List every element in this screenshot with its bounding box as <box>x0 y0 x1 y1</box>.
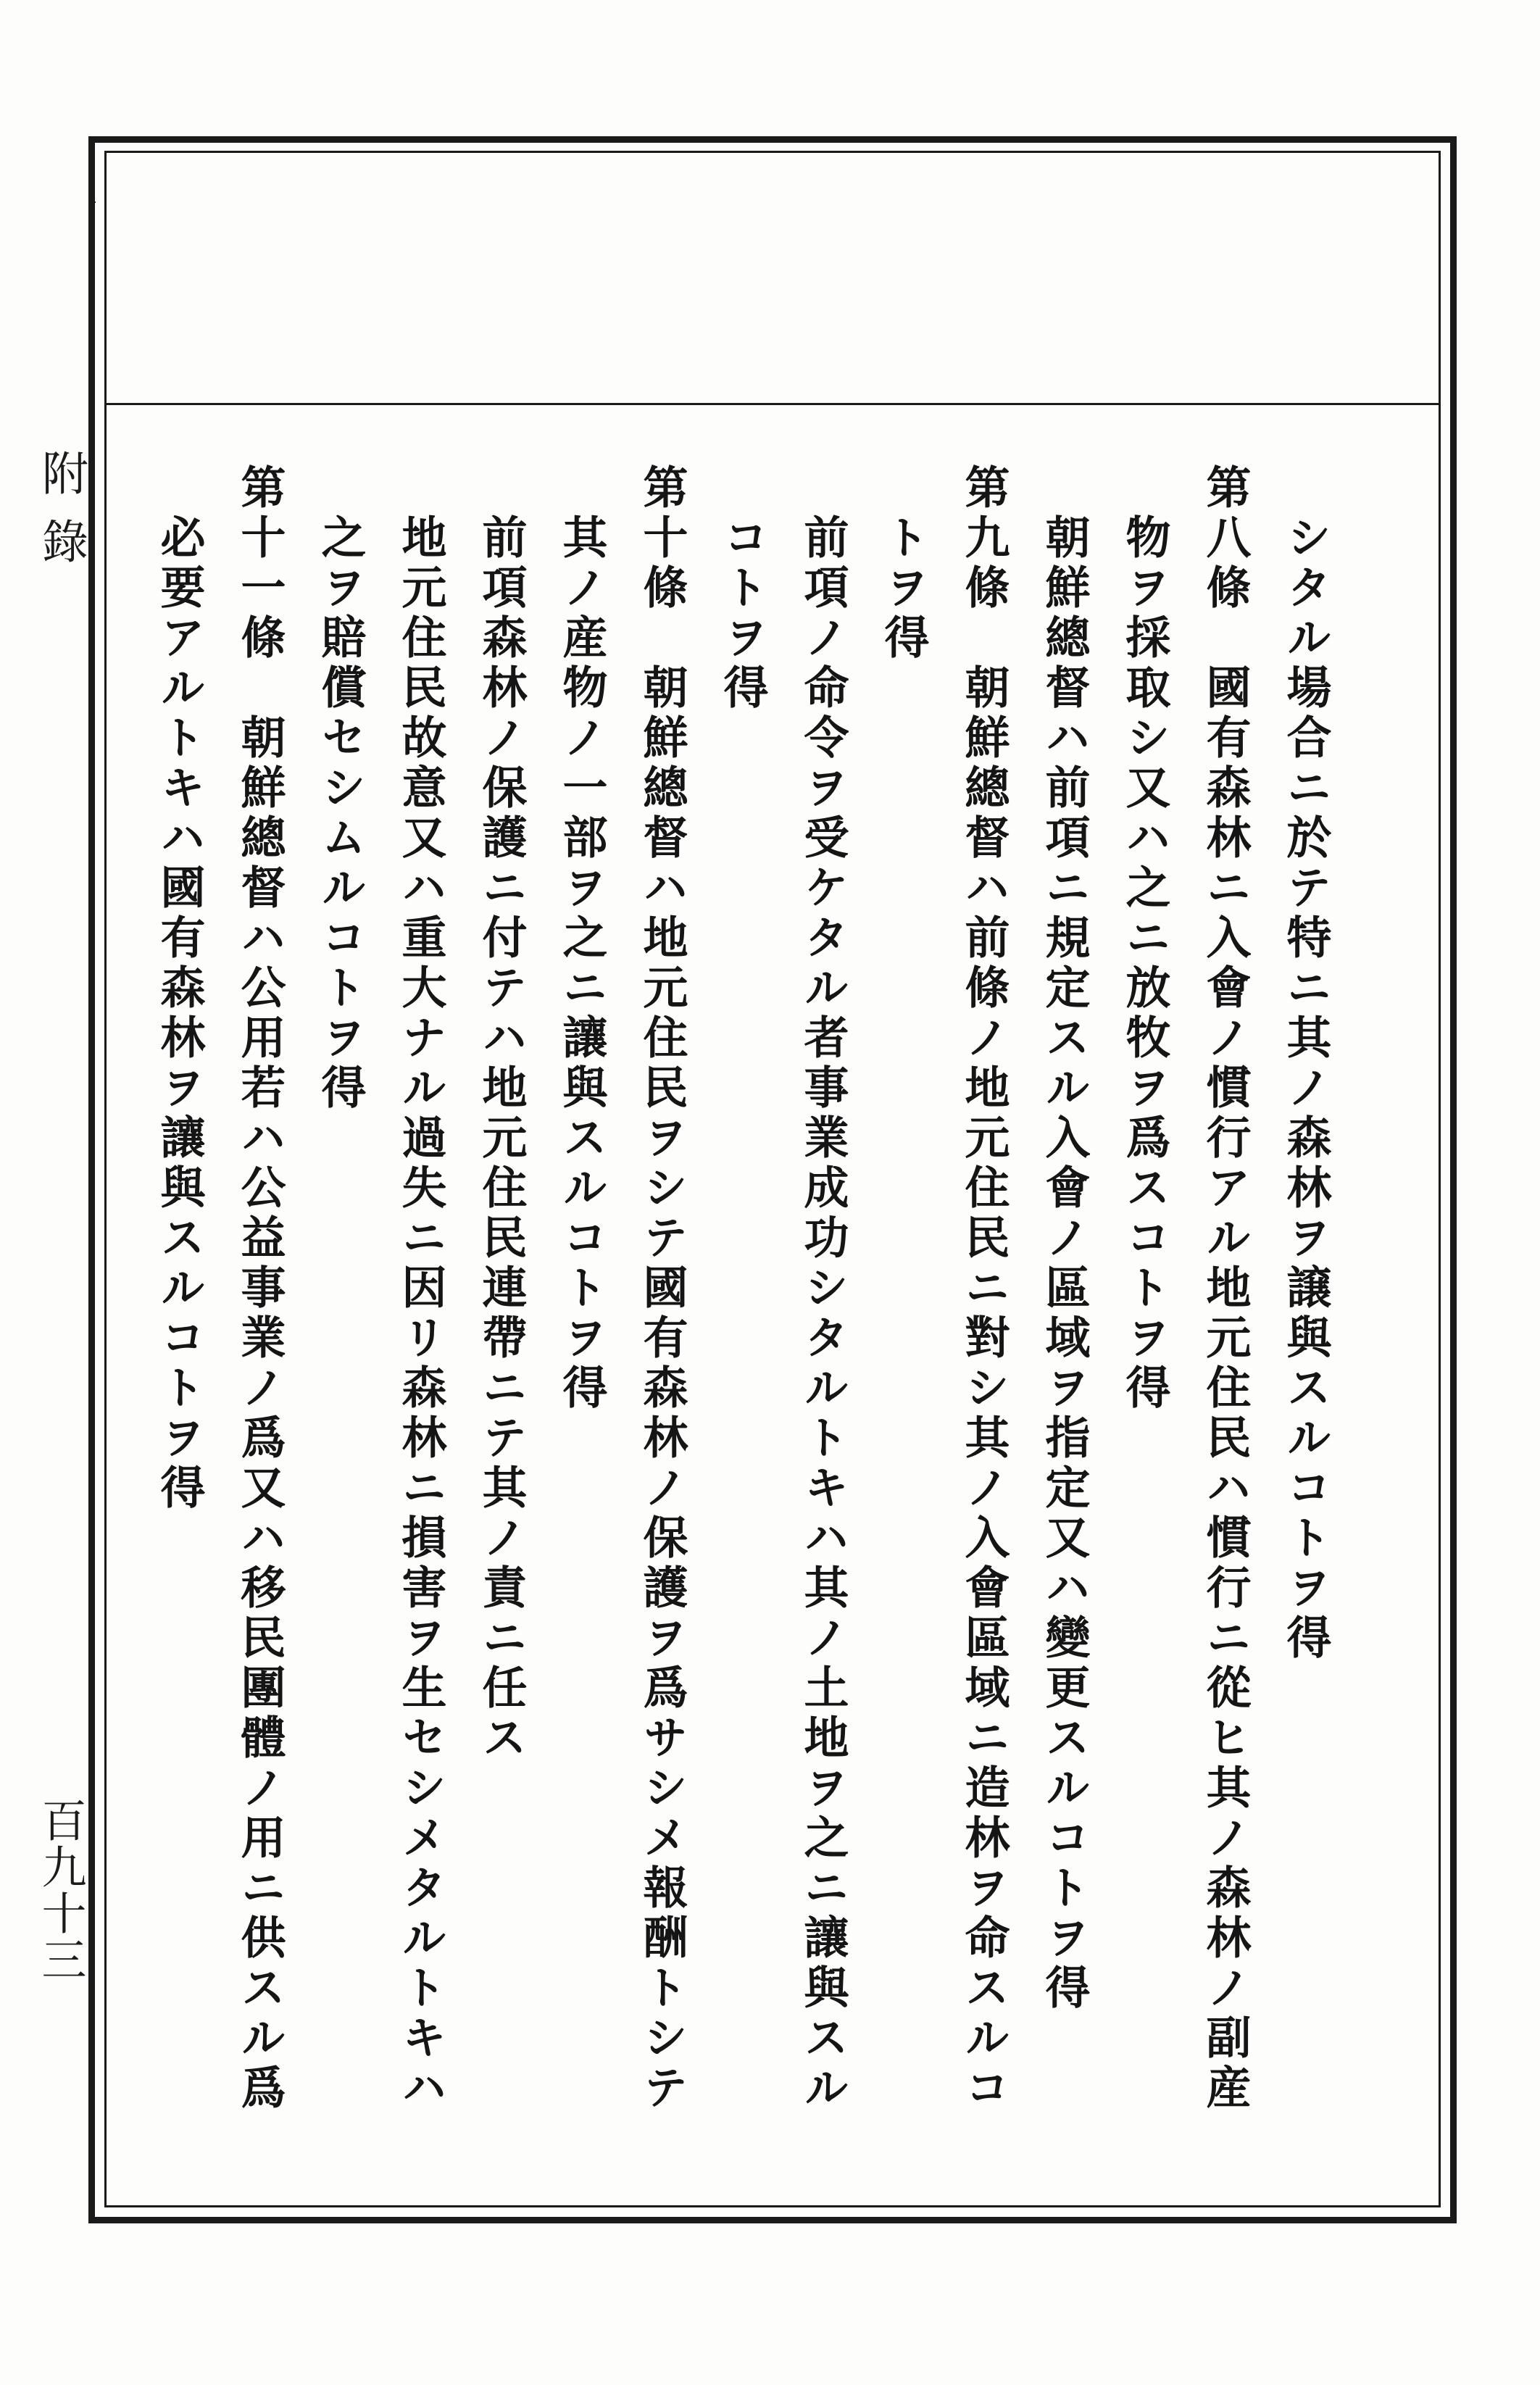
section-title-appendix: 附錄 <box>34 449 88 586</box>
text-column-7: 前項ノ命令ヲ受ケタル者事業成功シタルトキハ其ノ土地ヲ之ニ讓與スル <box>796 514 849 2114</box>
text-column-4: 朝鮮總督ハ前項ニ規定スル入會ノ區域ヲ指定又ハ變更スルコトヲ得 <box>1038 514 1091 2014</box>
page-number: 百九十三 <box>34 1797 87 1983</box>
text-column-3: 物ヲ採取シ又ハ之ニ放牧ヲ爲スコトヲ得 <box>1118 514 1171 1414</box>
text-column-1: シタル場合ニ於テ特ニ其ノ森林ヲ譲與スルコトヲ得 <box>1279 514 1332 1664</box>
text-column-6: トヲ得 <box>877 514 930 664</box>
header-divider <box>104 403 1441 405</box>
body-text-columns <box>139 464 1346 2203</box>
text-column-2-article-8: 第八條 國有森林ニ入會ノ慣行アル地元住民ハ慣行ニ從ヒ其ノ森林ノ副産 <box>1199 464 1252 2114</box>
text-column-12: 地元住民故意又ハ重大ナル過失ニ因リ森林ニ損害ヲ生セシメタルトキハ <box>394 514 447 2114</box>
text-column-15: 必要アルトキハ國有森林ヲ讓與スルコトヲ得 <box>153 514 206 1514</box>
text-column-5-article-9: 第九條 朝鮮總督ハ前條ノ地元住民ニ對シ其ノ入會區域ニ造林ヲ命スルコ <box>957 464 1010 2114</box>
text-column-8: コトヲ得 <box>716 514 769 714</box>
text-column-10: 其ノ産物ノ一部ヲ之ニ讓與スルコトヲ得 <box>555 514 608 1414</box>
text-column-13: 之ヲ賠償セシムルコトヲ得 <box>314 514 367 1114</box>
text-column-14-article-11: 第十一條 朝鮮總督ハ公用若ハ公益事業ノ爲又ハ移民團體ノ用ニ供スル爲 <box>233 464 286 2114</box>
text-column-9-article-10: 第十條 朝鮮總督ハ地元住民ヲシテ國有森林ノ保護ヲ爲サシメ報酬トシテ <box>636 464 688 2114</box>
text-column-11: 前項森林ノ保護ニ付テハ地元住民連帶ニテ其ノ責ニ任ス <box>475 514 528 1764</box>
